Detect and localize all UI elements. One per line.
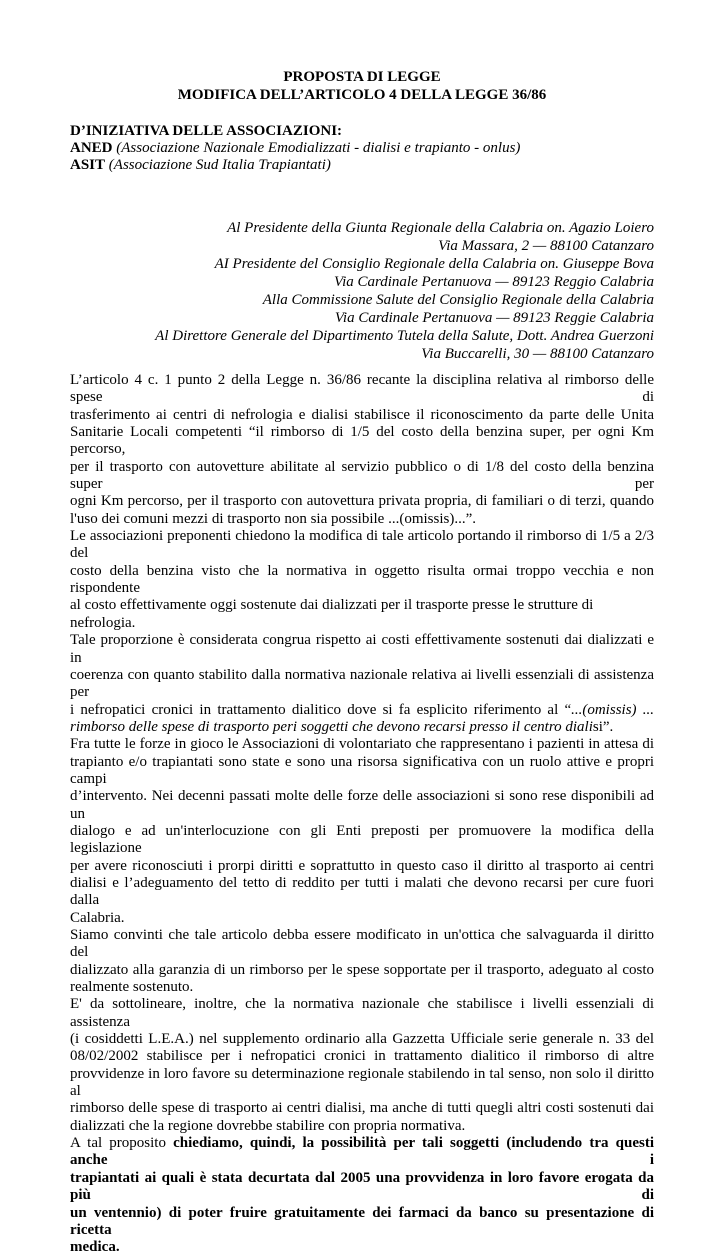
text-line: dialogo e ad un'interlocuzione con gli Enti preposti per promuovere la modifica della legislazione — [70, 822, 654, 857]
paragraph-convinced — [70, 927, 654, 996]
org-acronym: ASIT — [70, 157, 106, 173]
quote-italic: ...(omissis) ... — [571, 701, 654, 718]
text-line: Calabria. — [70, 909, 125, 926]
addressee-line: Via Massara, 2 — 88100 Catanzaro — [438, 238, 654, 254]
text-line: Tale proporzione è considerata congrua rispetto ai costi effettivamente sostenuti dai dializzati e in — [70, 632, 654, 666]
addressee-block — [54, 219, 654, 363]
request-bold: chiediamo, quindi, la possibilità per tali soggetti (includendo tra questi anche i — [70, 1135, 654, 1169]
paragraph-request — [70, 528, 654, 632]
text-fragment: i nefropatici cronici in trattamento dialitico dove si fa esplicito riferimento al “ — [70, 701, 572, 718]
text-line: dializzato alla garanzia di un rimborso per le spese sopportate per il trasporto, adeguato al costo — [70, 961, 654, 978]
text-line: dializzati che la regione dovrebbe stabilire con propria normativa. — [70, 1117, 466, 1134]
addressee-line: Via Buccarelli, 30 — 88100 Catanzaro — [421, 346, 654, 362]
text-line: rimborso delle spese di trasporto ai centri dialisi, ma anche di tutti quegli altri costi sostenuti dai — [70, 1100, 654, 1117]
text-line: realmente sostenuto. — [70, 979, 194, 996]
paragraph-associations — [70, 736, 654, 927]
text-line: al costo effettivamente oggi sostenute dai dializzati per il trasporte presse le strutture di nefrologia. — [70, 597, 594, 631]
text-fragment: si”. — [592, 718, 614, 735]
paragraph-conclusion — [70, 1135, 654, 1256]
org-fullname: (Associazione Nazionale Emodializzati - dialisi e trapianto - onlus) — [116, 140, 521, 156]
paragraph-article-4 — [70, 372, 654, 528]
text-line: Le associazioni preponenti chiedono la modifica di tale articolo portando il rimborso di 1/5 a 2/3 del — [70, 528, 654, 562]
text-line — [70, 1205, 654, 1240]
text-line: per avere riconosciuti i prorpi diritti e soprattutto in questo caso il diritto al trasporto ai centri — [70, 857, 654, 874]
text-line: dialisi e l’adeguamento del tetto di reddito per tutti i malati che devono recarsi per cure fuori dalla — [70, 874, 654, 909]
text-line: E' da sottolineare, inoltre, che la normativa nazionale che stabilisce i livelli essenziali di assistenza — [70, 996, 654, 1030]
body-text — [70, 372, 654, 1257]
text-line: l'uso dei comuni mezzi di trasporto non sia possibile ...(omissis)...”. — [70, 510, 476, 527]
initiative-heading: D’INIZIATIVA DELLE ASSOCIAZIONI: — [70, 123, 343, 139]
text-line: trapianto e/o trapiantati sono state e sono una risorsa significativa con un ruolo attive e propri campi — [70, 753, 654, 787]
text-line — [70, 1239, 654, 1256]
quote-italic: rimborso delle spese di trasporto peri soggetti che devono recarsi presso il centro diali — [70, 718, 593, 735]
title-line-2: MODIFICA DELL’ARTICOLO 4 DELLA LEGGE 36/86 — [177, 87, 547, 103]
addressee-line: Via Cardinale Pertanuova — 89123 Reggie Calabria — [334, 310, 654, 326]
paragraph-lea — [70, 996, 654, 1135]
text-line: provvidenze in loro favore su determinazione regionale stabilendo in tal senso, non solo il diritto al — [70, 1065, 654, 1100]
addressee-line: Al Direttore Generale del Dipartimento Tutela della Salute, Dott. Andrea Guerzoni — [155, 328, 654, 344]
request-bold: un ventennio) di poter fruire gratuitamente dei farmaci da banco su presentazione di ricetta — [70, 1204, 654, 1238]
request-bold: medica. — [70, 1239, 120, 1256]
paragraph-proportion — [70, 632, 654, 736]
org-acronym: ANED — [70, 140, 113, 156]
text-line: L’articolo 4 c. 1 punto 2 della Legge n. 36/86 recante la disciplina relativa al rimborso delle spese di — [70, 372, 654, 406]
org-fullname: (Associazione Sud Italia Trapiantati) — [108, 157, 331, 173]
initiative-org-aned — [70, 139, 520, 157]
addressee-line: Via Cardinale Pertanuova — 89123 Reggio Calabria — [334, 274, 654, 290]
text-line: 08/02/2002 stabilisce per i nefropatici cronici in trattamento dialitico il rimborso di altre — [70, 1048, 654, 1065]
text-line: d’intervento. Nei decenni passati molte delle forze delle associazioni si sono rese disponibili ad un — [70, 788, 654, 822]
text-line: coerenza con quanto stabilito dalla normativa nazionale relativa ai livelli essenziali di assistenza per — [70, 666, 654, 701]
text-line: Fra tutte le forze in gioco le Associazioni di volontariato che rappresentano i pazienti in attesa di — [70, 736, 654, 753]
text-line — [70, 702, 654, 719]
addressee-line: Al Presidente della Giunta Regionale della Calabria on. Agazio Loiero — [227, 220, 654, 236]
addressee-line: AI Presidente del Consiglio Regionale della Calabria on. Giuseppe Bova — [214, 256, 654, 272]
initiative-org-asit — [70, 156, 331, 174]
text-line — [70, 719, 654, 736]
text-line: Siamo convinti che tale articolo debba essere modificato in un'ottica che salvaguarda il diritto del — [70, 927, 654, 961]
text-line — [70, 1170, 654, 1205]
text-line: Sanitarie Locali competenti “il rimborso di 1/5 del costo della benzina super, per ogni Km percorso, — [70, 424, 654, 458]
text-line: trasferimento ai centri di nefrologia e dialisi stabilisce il riconoscimento da parte delle Unita — [70, 406, 654, 423]
text-line: (i cosiddetti L.E.A.) nel supplemento ordinario alla Gazzetta Ufficiale serie generale n. 33 del — [70, 1031, 654, 1048]
text-line: costo della benzina visto che la normativa in oggetto risulta ormai troppo vecchia e non rispondente — [70, 562, 654, 597]
text-line — [70, 1135, 654, 1170]
text-fragment: A tal proposito — [70, 1135, 174, 1152]
title-line-1: PROPOSTA DI LEGGE — [283, 69, 441, 85]
request-bold: trapiantati ai quali è stata decurtata dal 2005 una provvidenza in loro favore erogata da più di — [70, 1169, 654, 1204]
text-line: per il trasporto con autovetture abilitate al servizio pubblico o di 1/8 del costo della benzina super per — [70, 458, 654, 493]
addressee-line: Alla Commissione Salute del Consiglio Regionale della Calabria — [262, 292, 654, 308]
text-line: ogni Km percorso, per il trasporto con autovettura privata propria, di familiari o di terzi, quando — [70, 493, 654, 510]
